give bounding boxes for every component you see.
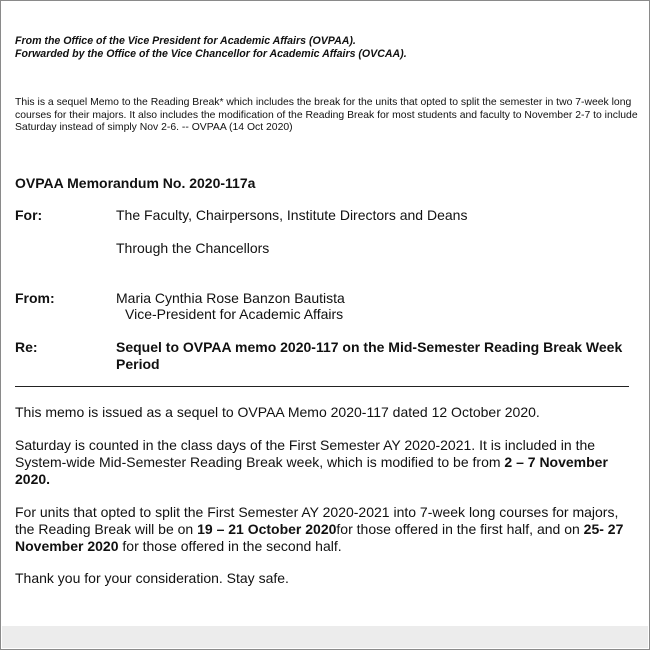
forwarded-by-line: Forwarded by the Office of the Vice Chancellor for Academic Affairs (OVCAA).: [15, 48, 407, 60]
from-name: Maria Cynthia Rose Banzon Bautista: [116, 290, 345, 306]
re-subject: Sequel to OVPAA memo 2020-117 on the Mid-Semester Reading Break Week Period: [116, 339, 623, 372]
memo-number: OVPAA Memorandum No. 2020-117a: [15, 175, 256, 191]
for-recipients: The Faculty, Chairpersons, Institute Directors and Deans: [116, 207, 468, 223]
reading-break-dates: 2 – 7 November 2020.: [15, 454, 608, 487]
paragraph-3-text-a: For units that opted to split the First Semester AY 2020-2021 into 7-week long courses for majors, the Reading Break will be on: [15, 504, 619, 537]
closing-line: Thank you for your consideration. Stay safe.: [15, 570, 289, 586]
first-half-dates: 19 – 21 October 2020: [197, 521, 337, 537]
paragraph-3-text-b: for those offered in the first half, and on: [336, 521, 584, 537]
body-paragraph-1: This memo is issued as a sequel to OVPAA Memo 2020-117 dated 12 October 2020.: [15, 404, 540, 420]
forwarding-header: [15, 35, 635, 61]
body-paragraph-2: [15, 437, 635, 488]
for-label: For:: [15, 207, 43, 223]
divider-line: [15, 386, 629, 387]
paragraph-3-text-c: for those offered in the second half.: [118, 538, 342, 554]
body-paragraph-3: [15, 504, 635, 555]
for-through: Through the Chancellors: [116, 240, 270, 256]
from-office-line: From the Office of the Vice President for Academic Affairs (OVPAA).: [15, 35, 356, 47]
second-half-dates: 25- 27 November 2020: [15, 521, 624, 554]
paragraph-2-text: Saturday is counted in the class days of the First Semester AY 2020-2021. It is included in the System-wide Mid-Semester Reading Break week, which is modified to be from: [15, 437, 596, 470]
from-title: Vice-President for Academic Affairs: [125, 306, 344, 322]
from-label: From:: [15, 290, 55, 306]
footer-band: [2, 626, 648, 648]
intro-note: This is a sequel Memo to the Reading Break* which includes the break for the units that opted to split the semester in two 7-week long courses for their majors. It also includes the modification of the Reading Break for most students and faculty to November 2-7 to include Saturday instead of simply Nov 2-6. -- OVPAA (14 Oct 2020): [15, 97, 638, 133]
re-label: Re:: [15, 339, 38, 355]
